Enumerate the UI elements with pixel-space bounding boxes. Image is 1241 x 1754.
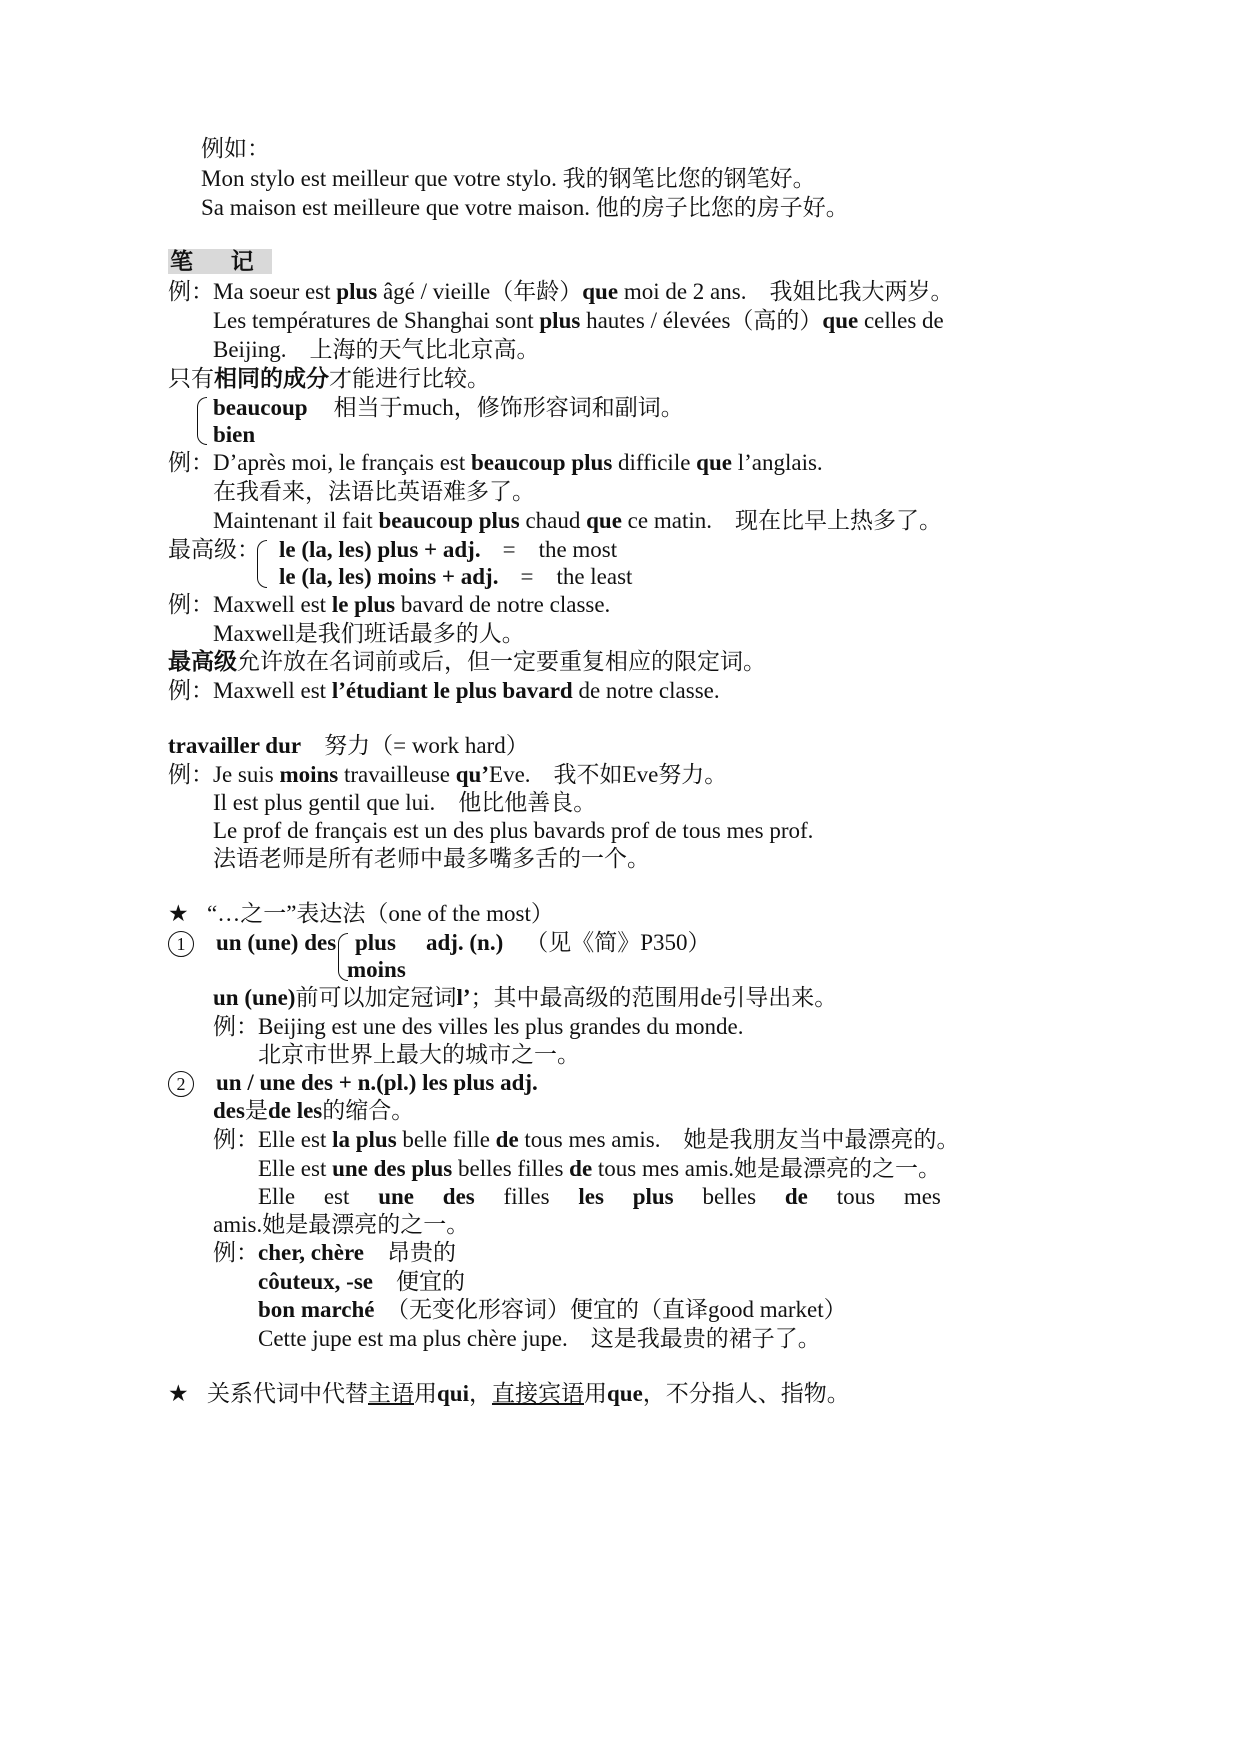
travailler-line-3: Le prof de français est un des plus bavards prof de tous mes prof. [213, 818, 814, 843]
ex-label: 例： [168, 678, 214, 703]
ex-label: 例： [213, 1240, 259, 1265]
superlative-least: le (la, les) moins + adj. = the least [279, 564, 633, 589]
formula-2-example-3-cont: amis.她是最漂亮的之一。 [213, 1212, 470, 1237]
intro-example-1: Mon stylo est meilleur que votre stylo. 我的钢笔比您的钢笔好。 [201, 166, 816, 191]
formula-1: un (une) des [216, 930, 337, 955]
formula-1-plus: plus adj. (n.) （见《简》P350） [355, 930, 711, 955]
ex-label: 例： [168, 762, 214, 787]
vocab-3: bon marché （无变化形容词）便宜的（直译good market） [258, 1297, 847, 1322]
superlative-most: le (la, les) plus + adj. = the most [279, 537, 618, 562]
beaucoup-item: beaucoup 相当于much，修饰形容词和副词。 [213, 395, 684, 420]
ex-label: 例： [168, 450, 214, 475]
formula-2-example-3: Elle est une des filles les plus belles de tous mes [258, 1184, 941, 1209]
formula-2: un / une des + n.(pl.) les plus adj. [216, 1070, 538, 1095]
formula-2-example-1: Elle est la plus belle fille de tous mes amis. 她是我朋友当中最漂亮的。 [258, 1127, 960, 1152]
formula-1-note: un (une)前可以加定冠词l’；其中最高级的范围用de引导出来。 [213, 985, 838, 1010]
formula-1-example-1: Beijing est une des villes les plus grandes du monde. [258, 1014, 744, 1039]
note-line-9: Maxwell是我们班话最多的人。 [213, 621, 525, 646]
formula-1-example-2: 北京市世界上最大的城市之一。 [258, 1042, 580, 1067]
travailler-line-1: Je suis moins travailleuse qu’Eve. 我不如Eve努力。 [213, 762, 728, 787]
note-line-8: Maxwell est le plus bavard de notre classe. [213, 592, 611, 617]
relative-pronoun-note: 关系代词中代替主语用qui，直接宾语用que，不分指人、指物。 [207, 1381, 850, 1406]
formula-2-example-2: Elle est une des plus belles filles de tous mes amis.她是最漂亮的之一。 [258, 1156, 941, 1181]
ex-label: 例： [213, 1014, 259, 1039]
note-line-6: 在我看来，法语比英语难多了。 [213, 479, 535, 504]
star-icon: ★ [168, 1381, 189, 1406]
vocab-2: côuteux, -se 便宜的 [258, 1269, 465, 1294]
ex-label: 例： [168, 592, 214, 617]
superlative-label: 最高级： [168, 537, 260, 562]
ex-label: 例： [168, 279, 214, 304]
intro-example-2: Sa maison est meilleure que votre maison. 他的房子比您的房子好。 [201, 195, 849, 220]
circled-number-icon: 2 [168, 1068, 194, 1098]
intro-label: 例如： [201, 136, 270, 161]
note-line-2: Les températures de Shanghai sont plus hautes / élevées（高的）que celles de [213, 308, 944, 333]
vocab-1: cher, chère 昂贵的 [258, 1240, 457, 1265]
formula-1-moins: moins [347, 957, 406, 982]
travailler-line-4: 法语老师是所有老师中最多嘴多舌的一个。 [213, 846, 650, 871]
oneof-title: “…之一”表达法（one of the most） [207, 901, 554, 926]
note-line-11: Maxwell est l’étudiant le plus bavard de notre classe. [213, 678, 720, 703]
brace [257, 540, 267, 588]
ex-label: 例： [213, 1127, 259, 1152]
formula-2-note: des是de les的缩合。 [213, 1098, 415, 1123]
travailler-heading: travailler dur 努力（= work hard） [168, 733, 529, 758]
note-line-4: 只有相同的成分才能进行比较。 [168, 366, 490, 391]
note-line-5: D’après moi, le français est beaucoup plus difficile que l’anglais. [213, 450, 823, 475]
note-line-7: Maintenant il fait beaucoup plus chaud que ce matin. 现在比早上热多了。 [213, 508, 942, 533]
vocab-example: Cette jupe est ma plus chère jupe. 这是我最贵的裙子了。 [258, 1326, 821, 1351]
note-line-10: 最高级允许放在名词前或后，但一定要重复相应的限定词。 [168, 649, 766, 674]
star-icon: ★ [168, 901, 189, 926]
note-line-1: Ma soeur est plus âgé / vieille（年龄）que moi de 2 ans. 我姐比我大两岁。 [213, 279, 954, 304]
travailler-line-2: Il est plus gentil que lui. 他比他善良。 [213, 790, 597, 815]
brace [197, 397, 207, 445]
bien-item: bien [213, 422, 256, 447]
note-line-3: Beijing. 上海的天气比北京高。 [213, 337, 540, 362]
circled-number-icon: 1 [168, 928, 194, 958]
notes-heading: 笔 记 [170, 249, 270, 274]
